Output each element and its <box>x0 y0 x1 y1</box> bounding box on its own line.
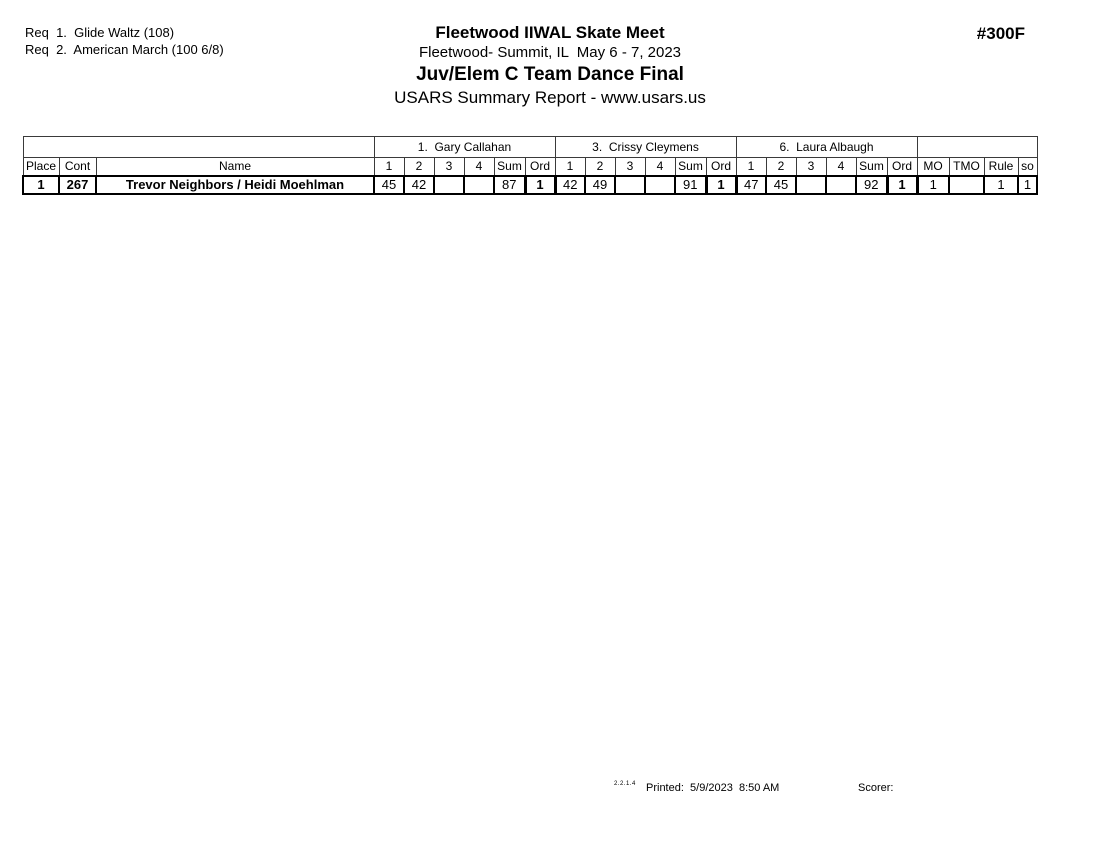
col-header-j1-m2: 2 <box>404 158 434 176</box>
col-header-j2-m1: 1 <box>555 158 585 176</box>
j2-mark4-cell <box>645 176 675 194</box>
judge-band-right-spacer <box>917 137 1037 158</box>
judge-name-3: 6. Laura Albaugh <box>736 137 917 158</box>
j1-mark2-cell: 42 <box>404 176 434 194</box>
j3-mark3-cell <box>796 176 826 194</box>
rule-cell: 1 <box>984 176 1018 194</box>
col-header-name: Name <box>96 158 374 176</box>
j2-mark1-cell: 42 <box>555 176 585 194</box>
col-header-j2-sum: Sum <box>675 158 706 176</box>
name-cell: Trevor Neighbors / Heidi Moehlman <box>96 176 374 194</box>
judge-band-left-spacer <box>23 137 374 158</box>
j3-mark2-cell: 45 <box>766 176 796 194</box>
col-header-rule: Rule <box>984 158 1018 176</box>
meet-location-date: Fleetwood- Summit, IL May 6 - 7, 2023 <box>418 44 682 61</box>
col-header-j3-m1: 1 <box>736 158 766 176</box>
judge-name-1: 1. Gary Callahan <box>374 137 555 158</box>
col-header-j2-ord: Ord <box>706 158 736 176</box>
printed-value: 5/9/2023 8:50 AM <box>690 782 780 794</box>
col-header-j1-m1: 1 <box>374 158 404 176</box>
j2-ord-cell: 1 <box>706 176 736 194</box>
col-header-j2-m2: 2 <box>585 158 615 176</box>
printed-label: Printed: <box>646 782 684 794</box>
mo-cell: 1 <box>917 176 949 194</box>
tmo-cell <box>949 176 984 194</box>
j3-mark4-cell <box>826 176 856 194</box>
scorer-label: Scorer: <box>858 782 894 794</box>
col-header-mo: MO <box>917 158 949 176</box>
col-header-j3-m3: 3 <box>796 158 826 176</box>
col-header-tmo: TMO <box>949 158 984 176</box>
col-header-j3-m2: 2 <box>766 158 796 176</box>
report-version: 2.2.1.4 <box>614 781 636 787</box>
meet-title: Fleetwood IIWAL Skate Meet <box>435 23 665 42</box>
result-row <box>23 176 1037 194</box>
j1-ord-cell: 1 <box>525 176 555 194</box>
col-header-j2-m4: 4 <box>645 158 675 176</box>
col-header-j1-ord: Ord <box>525 158 555 176</box>
col-header-so: so <box>1018 158 1037 176</box>
col-header-j3-ord: Ord <box>887 158 917 176</box>
col-header-j3-sum: Sum <box>856 158 887 176</box>
col-header-j1-sum: Sum <box>494 158 525 176</box>
results-table <box>22 136 1038 195</box>
report-type-line: USARS Summary Report - www.usars.us <box>394 88 706 107</box>
j1-mark4-cell <box>464 176 494 194</box>
j1-sum-cell: 87 <box>494 176 525 194</box>
judge-name-2: 3. Crissy Cleymens <box>555 137 736 158</box>
column-header-row <box>23 158 1037 176</box>
col-header-j1-m4: 4 <box>464 158 494 176</box>
cont-cell: 267 <box>59 176 96 194</box>
judge-band-row <box>23 137 1037 158</box>
j2-sum-cell: 91 <box>675 176 706 194</box>
j1-mark1-cell: 45 <box>374 176 404 194</box>
col-header-j2-m3: 3 <box>615 158 645 176</box>
requirement-line-1: Req 1. Glide Waltz (108) <box>25 25 175 40</box>
so-cell: 1 <box>1018 176 1037 194</box>
place-cell: 1 <box>23 176 59 194</box>
title-block <box>0 23 1100 109</box>
requirement-line-2: Req 2. American March (100 6/8) <box>25 42 224 57</box>
col-header-cont: Cont <box>59 158 96 176</box>
j3-mark1-cell: 47 <box>736 176 766 194</box>
j3-sum-cell: 92 <box>856 176 887 194</box>
j1-mark3-cell <box>434 176 464 194</box>
j3-ord-cell: 1 <box>887 176 917 194</box>
j2-mark3-cell <box>615 176 645 194</box>
event-title: Juv/Elem C Team Dance Final <box>416 64 684 85</box>
col-header-place: Place <box>23 158 59 176</box>
printed-timestamp <box>646 782 779 794</box>
j2-mark2-cell: 49 <box>585 176 615 194</box>
event-number: #300F <box>976 24 1025 43</box>
col-header-j1-m3: 3 <box>434 158 464 176</box>
col-header-j3-m4: 4 <box>826 158 856 176</box>
